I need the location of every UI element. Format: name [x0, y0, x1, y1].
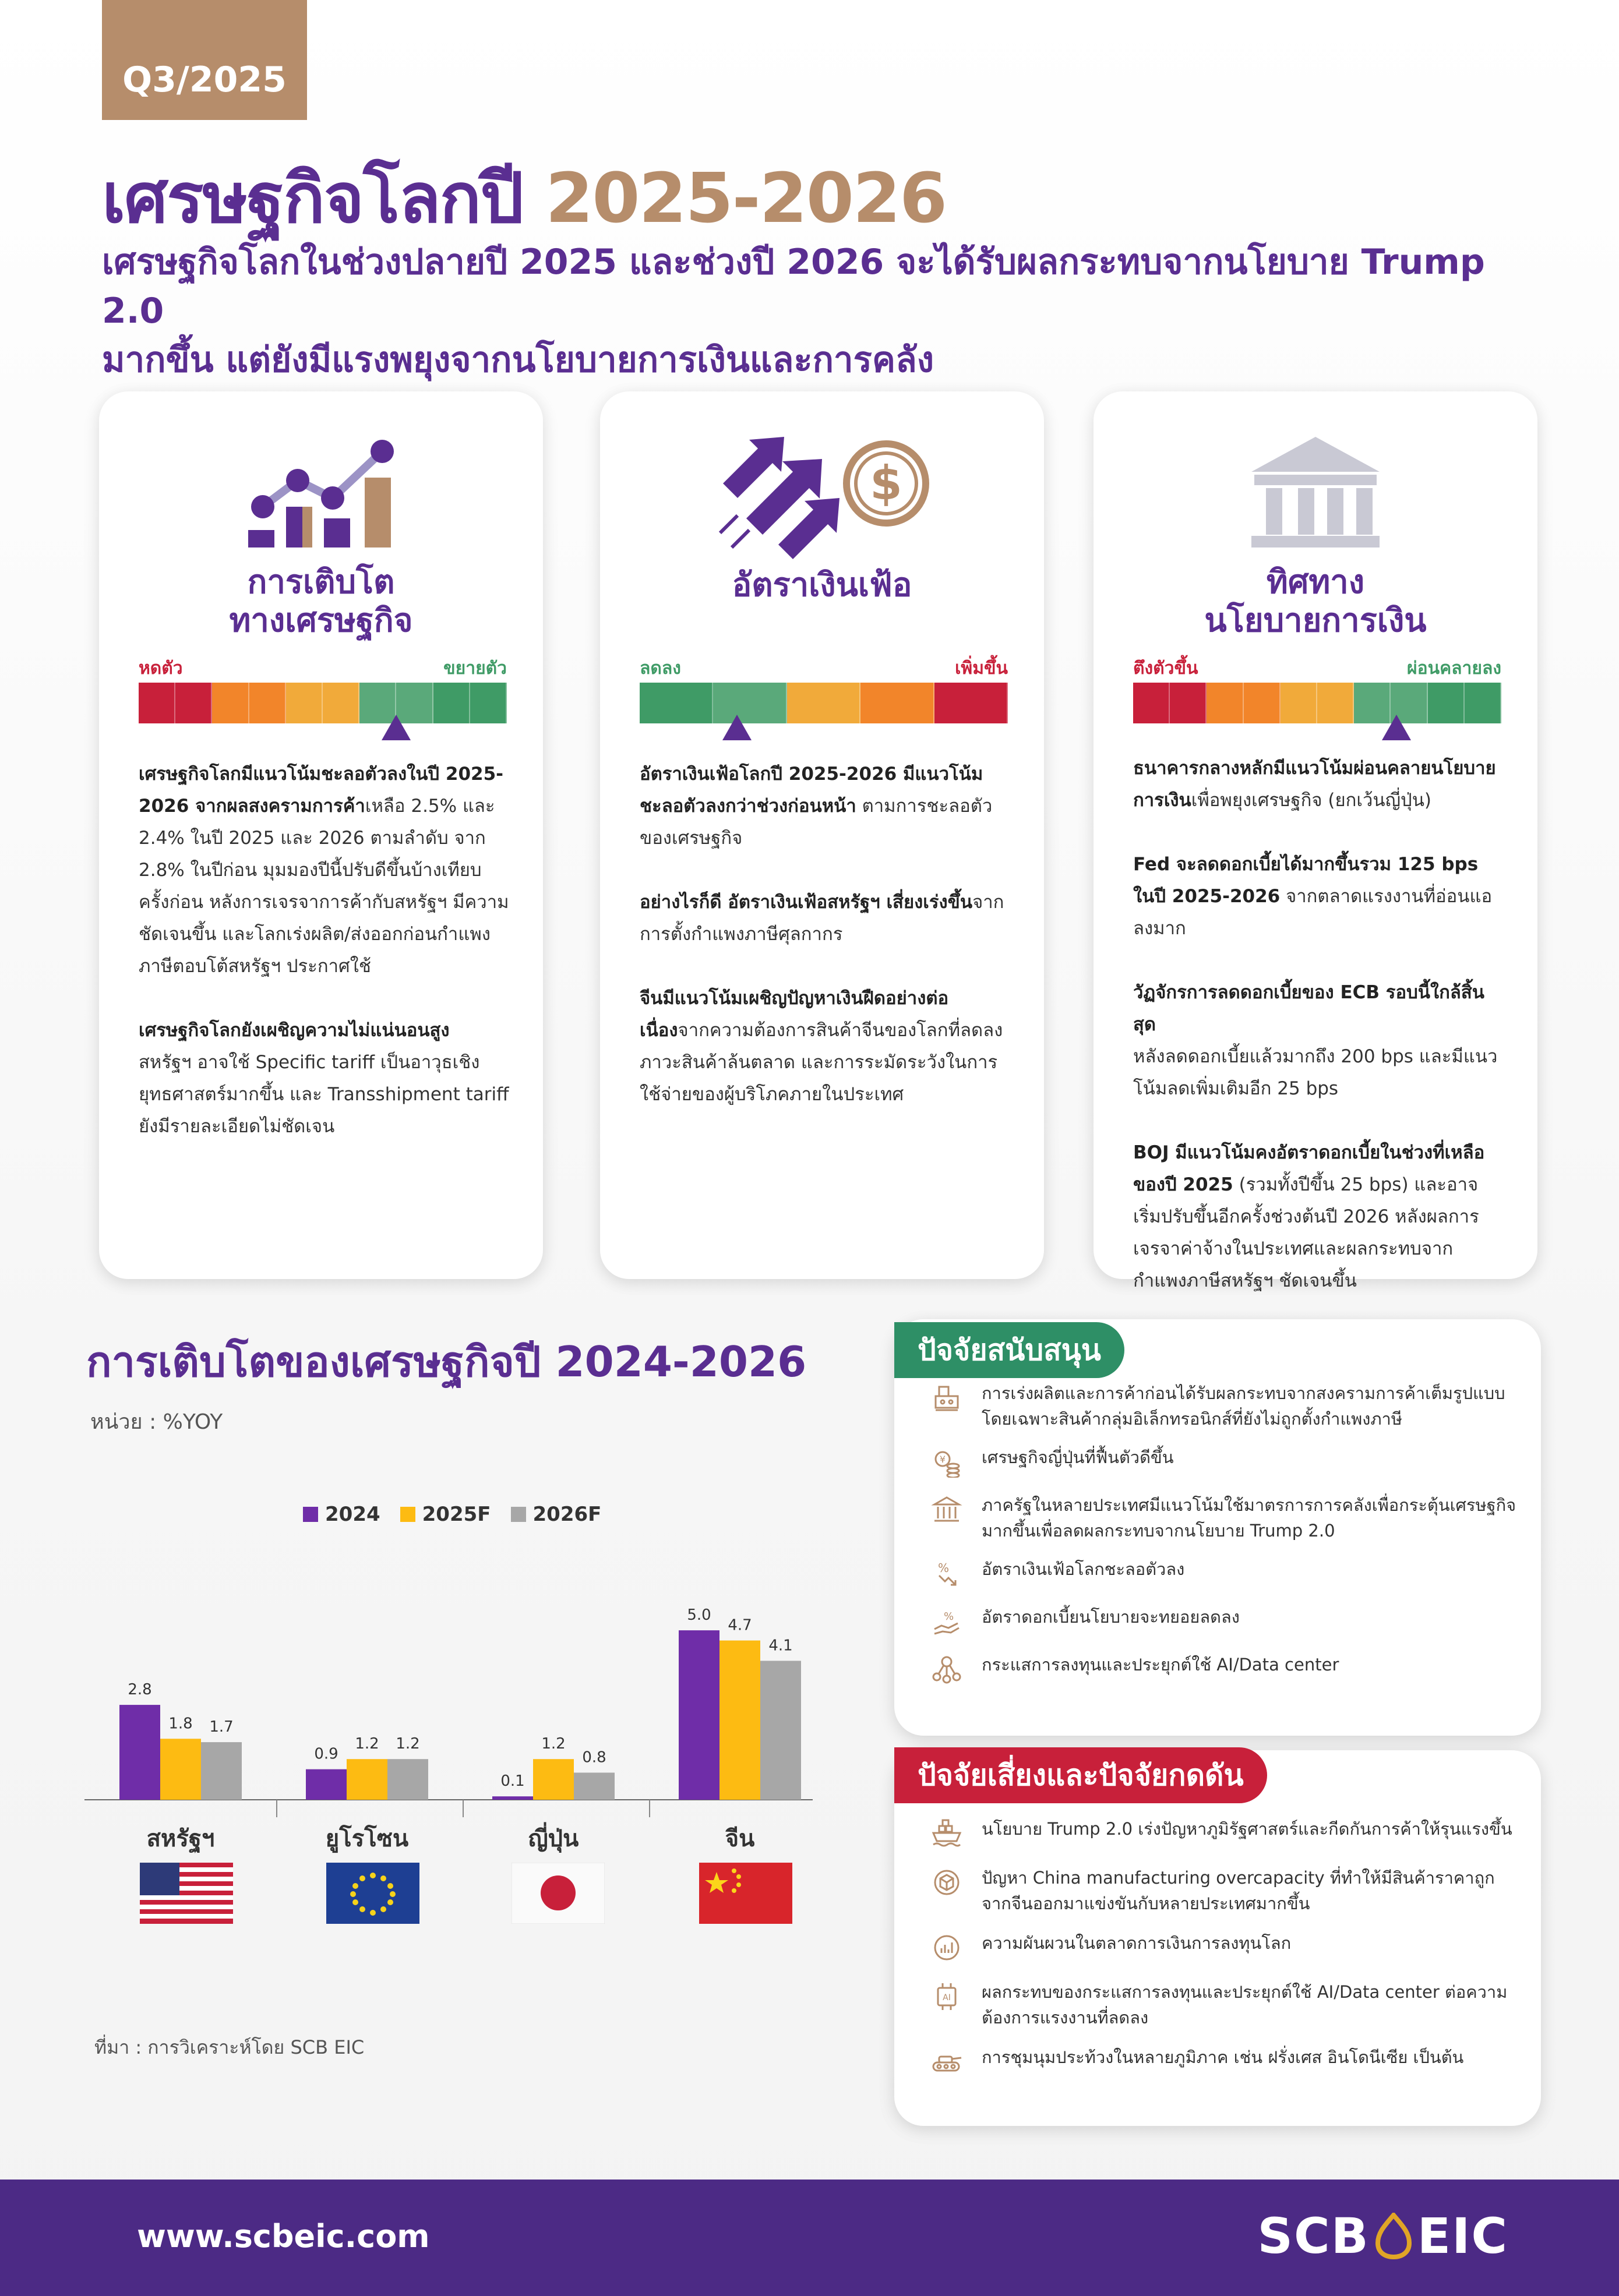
chart-unit: หน่วย : %YOY	[90, 1410, 223, 1434]
list-item: ปัญหา China manufacturing overcapacity ที่ทำให้มีสินค้าราคาถูกจากจีนออกมาแข่งขันกับหลายประเทศมากขึ้น	[929, 1865, 1523, 1916]
bar-2025f-0	[160, 1739, 201, 1800]
card-body: ธนาคารกลางหลักมีแนวโน้มผ่อนคลายนโยบายการเงินเพื่อพยุงเศรษฐกิจ (ยกเว้นญี่ปุ่น) Fed จะลดดอกเบี้ยได้มากขึ้นรวม 125 bps ในปี 2025-2026 จากตลาดแรงงานที่อ่อนแอลงมาก วัฏจักรการลดดอกเบี้ยของ ECB รอบนี้ใกล้สิ้นสุด หลังลดดอกเบี้ยแล้วมากถึง 200 bps และมีแนวโน้มลดเพิ่มเติมอีก 25 bps BOJ มีแนวโน้มคงอัตราดอกเบี้ยในช่วงที่เหลือของปี 2025 (รวมทั้งปีขึ้น 25 bps) และอาจเริ่มปรับขึ้นอีกครั้งช่วงต้นปี 2026 หลังผลการเจรจาค่าจ้างในประเทศและผลกระทบจากกำแพงภาษีสหรัฐฯ ชัดเจนขึ้น	[1133, 758, 1498, 1291]
legend-item-2024: 2024	[303, 1503, 380, 1526]
bank-icon	[1094, 419, 1537, 559]
category-label: จีน	[725, 1825, 755, 1852]
title-part2: 2025-2026	[545, 158, 947, 238]
tank-icon	[929, 2044, 964, 2079]
svg-text:AI: AI	[943, 1993, 951, 2002]
gauge-labels	[640, 655, 1008, 682]
list-item: ภาครัฐในหลายประเทศมีแนวโน้มใช้มาตรการการคลังเพื่อกระตุ้นเศรษฐกิจมากขึ้นเพื่อลดผลกระทบจากนโยบาย Trump 2.0	[929, 1492, 1523, 1543]
data-label: 1.2	[541, 1735, 566, 1753]
data-label: 4.1	[768, 1637, 793, 1655]
gauge-right-label: ผ่อนคลายลง	[1406, 658, 1501, 679]
list-item: AI ผลกระทบของกระแสการลงทุนและประยุกต์ใช้ AI/Data center ต่อความต้องการแรงงานที่ลดลง	[929, 1979, 1523, 2030]
eu-flag-icon	[326, 1863, 419, 1924]
factory-icon	[929, 1380, 964, 1415]
data-label: 0.1	[500, 1772, 525, 1790]
inflation-icon	[600, 419, 1044, 559]
ai-chip-icon	[929, 1979, 964, 2014]
coins-icon	[929, 1444, 964, 1479]
overcapacity-icon	[929, 1865, 964, 1900]
legend-item-2025f: 2025F	[400, 1503, 491, 1526]
gauge-right-label: ขยายตัว	[443, 658, 507, 679]
svg-text:$: $	[870, 456, 902, 510]
data-label: 1.7	[209, 1718, 234, 1736]
gauge-labels	[139, 655, 507, 682]
chart-source: ที่มา : การวิเคราะห์โดย SCB EIC	[94, 2036, 365, 2058]
data-label: 4.7	[728, 1616, 752, 1634]
subtitle-line2: มากขึ้น แต่ยังมีแรงพยุงจากนโยบายการเงินและการคลัง	[102, 340, 934, 380]
list-item: ความผันผวนในตลาดการเงินการลงทุนโลก	[929, 1930, 1523, 1965]
list-item: ¥ เศรษฐกิจญี่ปุ่นที่ฟื้นตัวดีขึ้น	[929, 1444, 1523, 1479]
data-label: 1.2	[396, 1735, 420, 1753]
card-monetary-policy	[1094, 391, 1537, 1291]
gauge-marker	[382, 715, 411, 740]
bar-2026f-0	[201, 1742, 242, 1800]
legend-item-2026f: 2026F	[511, 1503, 602, 1526]
svg-text:%: %	[938, 1561, 950, 1575]
us-flag-icon	[140, 1863, 233, 1924]
data-label: 2.8	[128, 1681, 152, 1699]
bar-2026f-1	[387, 1759, 428, 1800]
bar-2024-1	[306, 1769, 347, 1800]
list-item: % อัตราดอกเบี้ยนโยบายจะทยอยลดลง	[929, 1604, 1523, 1639]
bar-2026f-3	[760, 1661, 801, 1800]
bar-2026f-2	[574, 1772, 615, 1800]
svg-text:%: %	[944, 1610, 954, 1623]
bar-2025f-3	[719, 1641, 760, 1800]
card-inflation	[600, 391, 1044, 1279]
investment-icon	[929, 1652, 964, 1687]
category-label: ยูโรโซน	[325, 1825, 409, 1852]
card-title: อัตราเงินเฟ้อ	[732, 566, 912, 604]
support-panel-title: ปัจจัยสนับสนุน	[894, 1322, 1124, 1378]
scb-emblem-icon	[1373, 2213, 1414, 2259]
ship-icon	[929, 1816, 964, 1851]
list-item: นโยบาย Trump 2.0 เร่งปัญหาภูมิรัฐศาสตร์และกีดกันการค้าให้รุนแรงขึ้น	[929, 1816, 1523, 1851]
gauge-bar	[640, 683, 1008, 723]
card-body: อัตราเงินเฟ้อโลกปี 2025-2026 มีแนวโน้มชะลอตัวลงกว่าช่วงก่อนหน้า ตามการชะลอตัวของเศรษฐกิจ อย่างไรก็ดี อัตราเงินเฟ้อสหรัฐฯ เสี่ยงเร่งขึ้นจากการตั้งกำแพงภาษีศุลกากร จีนมีแนวโน้มเผชิญปัญหาเงินฝืดอย่างต่อเนื่องจากความต้องการสินค้าจีนของโลกที่ลดลง ภาวะสินค้าล้นตลาด และการระมัดระวังในการใช้จ่ายของผู้บริโภคภายในประเทศ	[640, 764, 1004, 1105]
data-label: 0.9	[314, 1745, 338, 1763]
data-label: 1.8	[168, 1715, 193, 1733]
gauge-bar	[1133, 683, 1501, 723]
bar-2025f-1	[347, 1759, 387, 1800]
gauge-labels	[1133, 655, 1501, 682]
data-label: 0.8	[582, 1749, 606, 1767]
gauge-marker	[722, 715, 752, 740]
chart-title: การเติบโตของเศรษฐกิจปี 2024-2026	[86, 1337, 807, 1386]
footer	[0, 2180, 1619, 2296]
card-title: ทิศทาง นโยบายการเงิน	[1204, 563, 1427, 640]
gauge-marker	[1382, 715, 1411, 740]
gauge-bar	[139, 683, 507, 723]
page-title	[102, 143, 946, 252]
category-label: ญี่ปุ่น	[528, 1825, 579, 1852]
china-flag-icon	[699, 1863, 792, 1924]
list-item: กระแสการลงทุนและประยุกต์ใช้ AI/Data center	[929, 1652, 1523, 1687]
support-list	[929, 1380, 1523, 1687]
title-part1: เศรษฐกิจโลกปี	[102, 158, 523, 238]
growth-chart-icon	[99, 419, 543, 559]
list-item: การเร่งผลิตและการค้าก่อนได้รับผลกระทบจากสงครามการค้าเต็มรูปแบบ โดยเฉพาะสินค้ากลุ่มอิเล็กทรอนิกส์ที่ยังไม่ถูกตั้งกำแพงภาษี	[929, 1380, 1523, 1432]
data-label: 1.2	[355, 1735, 379, 1753]
data-label: 5.0	[687, 1606, 711, 1624]
subtitle-line1: เศรษฐกิจโลกในช่วงปลายปี 2025 และช่วงปี 2026 จะได้รับผลกระทบจากนโยบาย Trump 2.0	[102, 242, 1485, 331]
list-item: การชุมนุมประท้วงในหลายภูมิภาค เช่น ฝรั่งเศส อินโดนีเซีย เป็นต้น	[929, 2044, 1523, 2079]
bar-2024-0	[119, 1705, 160, 1800]
government-icon	[929, 1492, 964, 1527]
bar-2025f-2	[533, 1759, 574, 1800]
hand-percent-icon	[929, 1604, 964, 1639]
bar-2024-3	[679, 1630, 719, 1800]
gauge-left-label: ลดลง	[640, 658, 681, 679]
gauge-left-label: หดตัว	[139, 658, 183, 679]
bar-2024-2	[492, 1796, 533, 1800]
percent-down-icon	[929, 1556, 964, 1591]
gauge-right-label: เพิ่มขึ้น	[955, 658, 1008, 679]
card-economic-growth	[99, 391, 543, 1279]
market-volatility-icon	[929, 1930, 964, 1965]
gauge-left-label: ตึงตัวขึ้น	[1133, 658, 1198, 679]
chart-legend	[303, 1503, 601, 1526]
category-label: สหรัฐฯ	[146, 1825, 215, 1852]
card-title: การเติบโต ทางเศรษฐกิจ	[229, 563, 413, 640]
quarter-badge: Q3/2025	[102, 0, 307, 120]
card-body: เศรษฐกิจโลกมีแนวโน้มชะลอตัวลงในปี 2025-2026 จากผลสงครามการค้าเหลือ 2.5% และ 2.4% ในปี 2025 และ 2026 ตามลำดับ จาก 2.8% ในปีก่อน มุมมองปีนี้ปรับดีขึ้นบ้างเทียบครั้งก่อน หลังการเจรจาการค้ากับสหรัฐฯ มีความชัดเจนขึ้น และโลกเร่งผลิต/ส่งออกก่อนกำแพงภาษีตอบโต้สหรัฐฯ ประกาศใช้ เศรษฐกิจโลกยังเผชิญความไม่แน่นอนสูง สหรัฐฯ อาจใช้ Specific tariff เป็นอาวุธเชิงยุทธศาสตร์มากขึ้น และ Transshipment tariff ยังมีรายละเอียดไม่ชัดเจน	[139, 764, 509, 1137]
page-subtitle	[102, 238, 1558, 384]
footer-url[interactable]: www.scbeic.com	[137, 2218, 430, 2255]
list-item: % อัตราเงินเฟ้อโลกชะลอตัวลง	[929, 1556, 1523, 1591]
svg-text:¥: ¥	[939, 1454, 946, 1465]
risk-list	[929, 1816, 1523, 2079]
risk-panel-title: ปัจจัยเสี่ยงและปัจจัยกดดัน	[894, 1747, 1267, 1803]
scb-eic-logo: SCB EIC	[1257, 2207, 1508, 2265]
japan-flag-icon	[512, 1863, 605, 1924]
